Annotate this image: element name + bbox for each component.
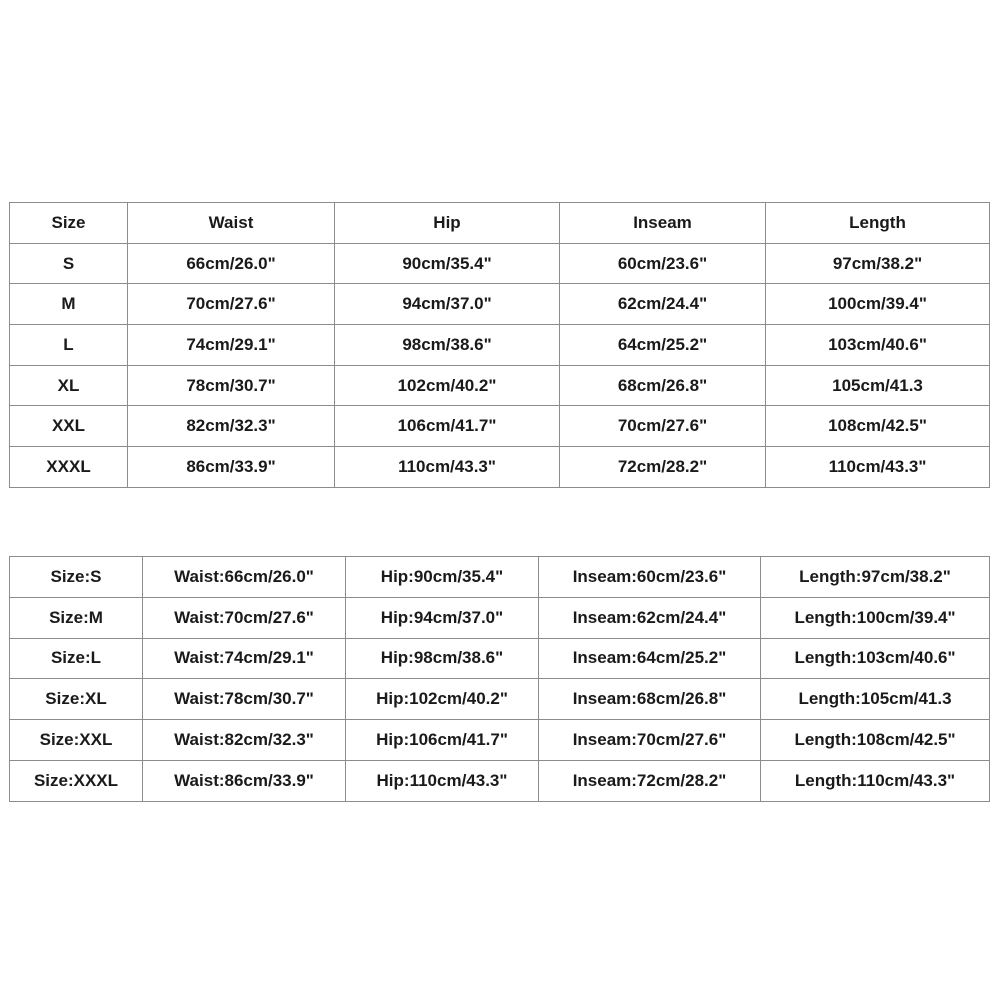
cell-waist: 66cm/26.0" — [128, 243, 335, 284]
cell-waist: 86cm/33.9" — [128, 447, 335, 488]
header-size: Size — [10, 203, 128, 244]
cell-hip: 90cm/35.4" — [335, 243, 560, 284]
cell-waist: 74cm/29.1" — [128, 325, 335, 366]
cell-length: Length:103cm/40.6" — [761, 638, 990, 679]
cell-inseam: Inseam:64cm/25.2" — [539, 638, 761, 679]
cell-inseam: 62cm/24.4" — [560, 284, 766, 325]
cell-length: Length:97cm/38.2" — [761, 557, 990, 598]
cell-size: Size:L — [10, 638, 143, 679]
cell-inseam: Inseam:70cm/27.6" — [539, 720, 761, 761]
cell-length: 97cm/38.2" — [766, 243, 990, 284]
size-chart-labeled-table — [9, 556, 990, 802]
table-row — [10, 325, 990, 366]
cell-waist: Waist:82cm/32.3" — [143, 720, 346, 761]
table-row — [10, 638, 990, 679]
cell-size: Size:S — [10, 557, 143, 598]
header-length: Length — [766, 203, 990, 244]
cell-waist: Waist:86cm/33.9" — [143, 760, 346, 801]
cell-inseam: 72cm/28.2" — [560, 447, 766, 488]
cell-inseam: Inseam:60cm/23.6" — [539, 557, 761, 598]
cell-length: Length:108cm/42.5" — [761, 720, 990, 761]
cell-hip: 102cm/40.2" — [335, 365, 560, 406]
cell-length: 105cm/41.3 — [766, 365, 990, 406]
table-row — [10, 720, 990, 761]
cell-hip: 110cm/43.3" — [335, 447, 560, 488]
cell-waist: 82cm/32.3" — [128, 406, 335, 447]
cell-size: S — [10, 243, 128, 284]
table-row — [10, 365, 990, 406]
cell-size: XXL — [10, 406, 128, 447]
cell-size: L — [10, 325, 128, 366]
cell-inseam: Inseam:62cm/24.4" — [539, 597, 761, 638]
cell-hip: Hip:90cm/35.4" — [346, 557, 539, 598]
table-row — [10, 243, 990, 284]
cell-hip: 98cm/38.6" — [335, 325, 560, 366]
cell-size: M — [10, 284, 128, 325]
cell-length: 110cm/43.3" — [766, 447, 990, 488]
table-header-row — [10, 203, 990, 244]
cell-hip: Hip:102cm/40.2" — [346, 679, 539, 720]
cell-hip: Hip:94cm/37.0" — [346, 597, 539, 638]
cell-hip: Hip:106cm/41.7" — [346, 720, 539, 761]
cell-size: Size:XXXL — [10, 760, 143, 801]
cell-hip: Hip:98cm/38.6" — [346, 638, 539, 679]
cell-inseam: 70cm/27.6" — [560, 406, 766, 447]
table-row — [10, 557, 990, 598]
cell-waist: Waist:74cm/29.1" — [143, 638, 346, 679]
header-inseam: Inseam — [560, 203, 766, 244]
cell-length: 100cm/39.4" — [766, 284, 990, 325]
table-row — [10, 679, 990, 720]
cell-length: Length:100cm/39.4" — [761, 597, 990, 638]
cell-waist: 78cm/30.7" — [128, 365, 335, 406]
cell-size: XL — [10, 365, 128, 406]
cell-waist: Waist:70cm/27.6" — [143, 597, 346, 638]
cell-inseam: 68cm/26.8" — [560, 365, 766, 406]
cell-hip: 94cm/37.0" — [335, 284, 560, 325]
cell-length: 108cm/42.5" — [766, 406, 990, 447]
table-row — [10, 284, 990, 325]
cell-length: 103cm/40.6" — [766, 325, 990, 366]
cell-inseam: Inseam:68cm/26.8" — [539, 679, 761, 720]
cell-size: Size:XXL — [10, 720, 143, 761]
cell-inseam: 64cm/25.2" — [560, 325, 766, 366]
table-row — [10, 597, 990, 638]
cell-size: XXXL — [10, 447, 128, 488]
size-chart-table — [9, 202, 990, 488]
table-row — [10, 447, 990, 488]
cell-hip: 106cm/41.7" — [335, 406, 560, 447]
cell-inseam: Inseam:72cm/28.2" — [539, 760, 761, 801]
table-row — [10, 760, 990, 801]
table-row — [10, 406, 990, 447]
header-waist: Waist — [128, 203, 335, 244]
cell-waist: Waist:78cm/30.7" — [143, 679, 346, 720]
cell-length: Length:105cm/41.3 — [761, 679, 990, 720]
cell-inseam: 60cm/23.6" — [560, 243, 766, 284]
cell-length: Length:110cm/43.3" — [761, 760, 990, 801]
cell-waist: 70cm/27.6" — [128, 284, 335, 325]
header-hip: Hip — [335, 203, 560, 244]
cell-size: Size:M — [10, 597, 143, 638]
cell-hip: Hip:110cm/43.3" — [346, 760, 539, 801]
cell-waist: Waist:66cm/26.0" — [143, 557, 346, 598]
cell-size: Size:XL — [10, 679, 143, 720]
